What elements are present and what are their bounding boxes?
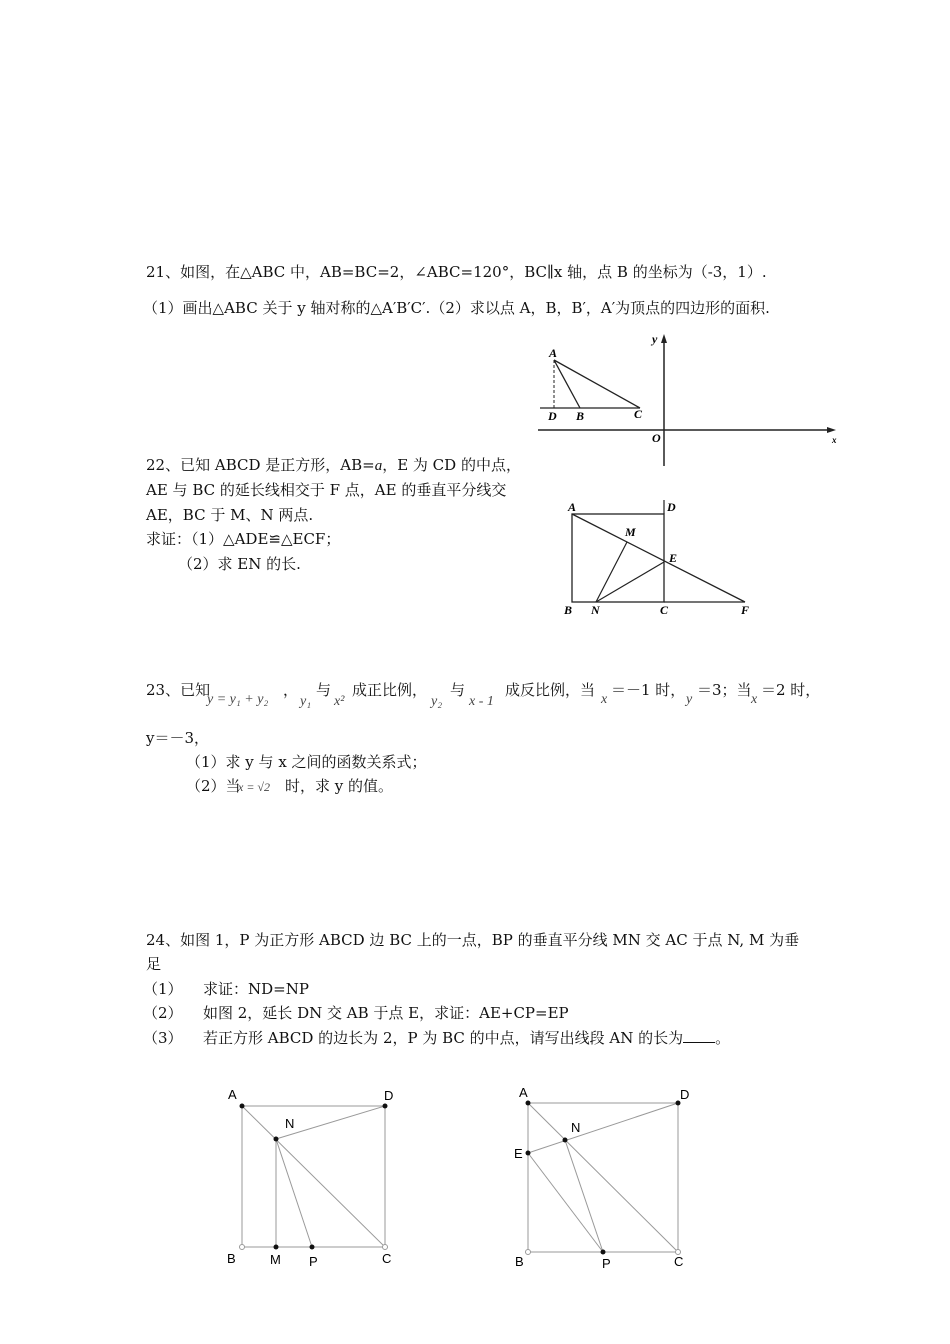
label-a: A (228, 1087, 237, 1102)
q23-part1: 成正比例， (352, 681, 428, 699)
label-d: D (548, 409, 557, 423)
point-m (274, 1245, 279, 1250)
answer-blank (683, 1042, 715, 1043)
q23-xm1: x - 1 (469, 694, 494, 709)
label-x: x (832, 435, 837, 445)
q24-item2: 如图 2，延长 DN 交 AB 于点 E，求证：AE+CP=EP (203, 1004, 569, 1022)
label-b: B (576, 409, 585, 423)
q24-item2-num: （2） (143, 1004, 183, 1022)
point-a (526, 1101, 531, 1106)
label-p: P (602, 1256, 611, 1270)
point-n (274, 1137, 279, 1142)
q24-figure2 (508, 1080, 708, 1270)
q22-line4: 求证：（1）△ADE≌△ECF； (146, 530, 341, 548)
q24-figure1 (222, 1082, 412, 1272)
line-np (276, 1139, 312, 1247)
q22-line1 (146, 455, 521, 476)
point-p (310, 1245, 315, 1250)
q23-sub2-post: 时，求 y 的值。 (285, 777, 394, 795)
point-n (563, 1138, 568, 1143)
q23-part2: 成反比例，当 (505, 681, 596, 699)
q22-line2: AE 与 BC 的延长线相交于 F 点，AE 的垂直平分线交 (146, 481, 507, 499)
label-m: M (625, 525, 636, 539)
label-d: D (384, 1088, 394, 1103)
point-a (240, 1104, 245, 1109)
label-c: C (382, 1251, 392, 1266)
label-f: F (741, 603, 750, 617)
label-c: C (660, 603, 669, 617)
point-p (601, 1250, 606, 1255)
q23-prefix: 23、已知 (146, 681, 211, 699)
q23-x2: x² (334, 694, 345, 709)
point-b (240, 1245, 245, 1250)
line-ac (528, 1103, 678, 1252)
label-d: D (680, 1087, 690, 1102)
point-e (526, 1151, 531, 1156)
q24-item1-num: （1） (143, 980, 183, 998)
q22-line1-rest: ，E 为 CD 的中点， (382, 456, 521, 474)
q21-line2: （1）画出△ABC 关于 y 轴对称的△A′B′C′.（2）求以点 A，B，B′，A′为顶点的四边形的面积. (143, 299, 770, 317)
label-b: B (515, 1254, 524, 1269)
y-axis-arrow (661, 334, 667, 343)
point-b (526, 1250, 531, 1255)
label-y: y (652, 332, 658, 346)
q22-figure (560, 496, 760, 621)
label-o: O (652, 431, 661, 445)
line-ed (528, 1103, 678, 1153)
label-c: C (674, 1254, 684, 1269)
q23-line2: y＝－3， (146, 729, 210, 747)
label-n: N (285, 1116, 295, 1131)
label-d: D (667, 500, 676, 514)
q23-sub2-pre: （2）当 (186, 777, 241, 795)
label-n: N (591, 603, 600, 617)
line-np (565, 1140, 603, 1252)
q23-cond1: ＝－1 时， (611, 681, 686, 699)
q23-eq-main: y = y₁ + y₂ (207, 692, 269, 707)
q22-line5: （2）求 EN 的长. (178, 555, 301, 573)
label-m: M (270, 1252, 281, 1267)
line-af (572, 514, 745, 602)
q21-line1: 21、如图，在△ABC 中，AB=BC=2，∠ABC=120°，BC∥x 轴，点 B 的坐标为（-3，1）. (146, 263, 767, 281)
q23-x-a: x (601, 692, 608, 707)
label-n: N (571, 1120, 581, 1135)
q21-figure (530, 330, 850, 470)
q23-with1: 与 (316, 681, 332, 699)
label-b: B (564, 603, 573, 617)
q24-item3-end: 。 (715, 1029, 731, 1047)
q23-y-a: y (686, 692, 693, 707)
q23-with2: 与 (450, 681, 466, 699)
line-ep (528, 1153, 603, 1252)
label-b: B (227, 1251, 236, 1266)
q22-line1-a: a (374, 458, 383, 474)
label-c: C (634, 407, 643, 421)
q23-y2: y₂ (431, 694, 443, 709)
q24-item3-num: （3） (143, 1029, 183, 1047)
q23-cond2: ＝3；当 (697, 681, 752, 699)
label-e: E (514, 1146, 523, 1161)
x-axis-arrow (827, 427, 836, 433)
q23-comma1: ， (283, 681, 299, 699)
point-d (383, 1104, 388, 1109)
q24-item3-text: 若正方形 ABCD 的边长为 2，P 为 BC 的中点，请写出线段 AN 的长为 (203, 1029, 684, 1047)
q23-y1: y₁ (300, 694, 312, 709)
q23-x-b: x (751, 692, 758, 707)
q23-cond3: ＝2 时， (761, 681, 821, 699)
q23-sub1: （1）求 y 与 x 之间的函数关系式； (186, 753, 427, 771)
q22-line3: AE，BC 于 M、N 两点. (146, 506, 314, 524)
q24-item1: 求证：ND=NP (203, 980, 309, 998)
q23-sub2-eq: x = √2 (238, 780, 271, 794)
label-a: A (549, 346, 558, 360)
q24-line2: 足 (146, 955, 162, 973)
q24-item3 (203, 1028, 730, 1048)
label-e: E (669, 551, 678, 565)
label-p: P (309, 1254, 318, 1269)
point-c (383, 1245, 388, 1250)
q22-line1-text: 22、已知 ABCD 是正方形，AB= (146, 456, 375, 474)
label-a: A (568, 500, 577, 514)
label-a: A (519, 1085, 528, 1100)
q24-line1: 24、如图 1，P 为正方形 ABCD 边 BC 上的一点，BP 的垂直平分线 MN 交 AC 于点 N, M 为垂 (146, 931, 800, 949)
